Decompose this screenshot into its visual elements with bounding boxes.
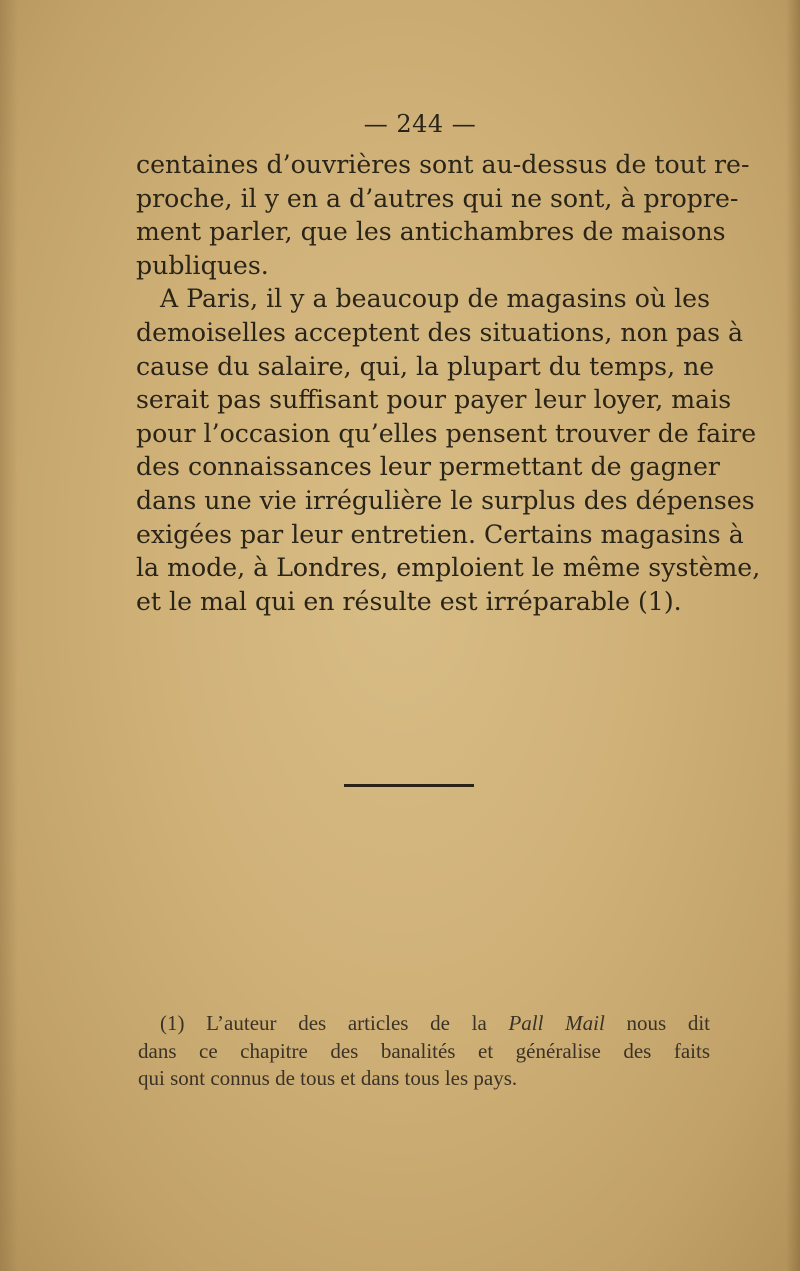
footnote	[138, 1010, 710, 1093]
body-line: et le mal qui en résulte est irréparable (1).	[136, 586, 682, 616]
page-edge-shadow-right	[786, 0, 800, 1271]
body-line: exigées par leur entretien. Certains magasins à	[136, 519, 744, 549]
body-line: pour l’occasion qu’elles pensent trouver de faire	[136, 418, 757, 448]
body-line: A Paris, il y a beaucoup de magasins où les	[160, 284, 710, 314]
footnote-line: dans ce chapitre des banalités et généralise des faits	[138, 1038, 710, 1063]
footnote-text: (1) L’auteur des articles de la	[160, 1011, 487, 1035]
footnote-line	[138, 1010, 710, 1038]
footnote-text: nous dit	[626, 1011, 711, 1035]
body-line: dans une vie irrégulière le surplus des dépenses	[136, 485, 755, 515]
body-line: cause du salaire, qui, la plupart du temps, ne	[136, 351, 715, 381]
body-line: proche, il y en a d’autres qui ne sont, à propre-	[136, 183, 739, 213]
body-line: publiques.	[136, 250, 269, 280]
body-line: des connaissances leur permettant de gagner	[136, 452, 720, 482]
body-line: ment parler, que les antichambres de maisons	[136, 217, 726, 247]
body-line: demoiselles acceptent des situations, non pas à	[136, 317, 744, 347]
body-line: serait pas suffisant pour payer leur loyer, mais	[136, 385, 732, 415]
body-line: la mode, à Londres, emploient le même système,	[136, 553, 761, 583]
section-divider	[344, 784, 474, 787]
page-edge-shadow-left	[0, 0, 18, 1271]
body-text	[136, 148, 761, 618]
footnote-line: qui sont connus de tous et dans tous les pays.	[138, 1066, 518, 1090]
page-number: — 244 —	[363, 110, 477, 138]
footnote-italic-title: Pall Mail	[508, 1011, 605, 1035]
body-line: centaines d’ouvrières sont au-dessus de tout re-	[136, 150, 750, 179]
